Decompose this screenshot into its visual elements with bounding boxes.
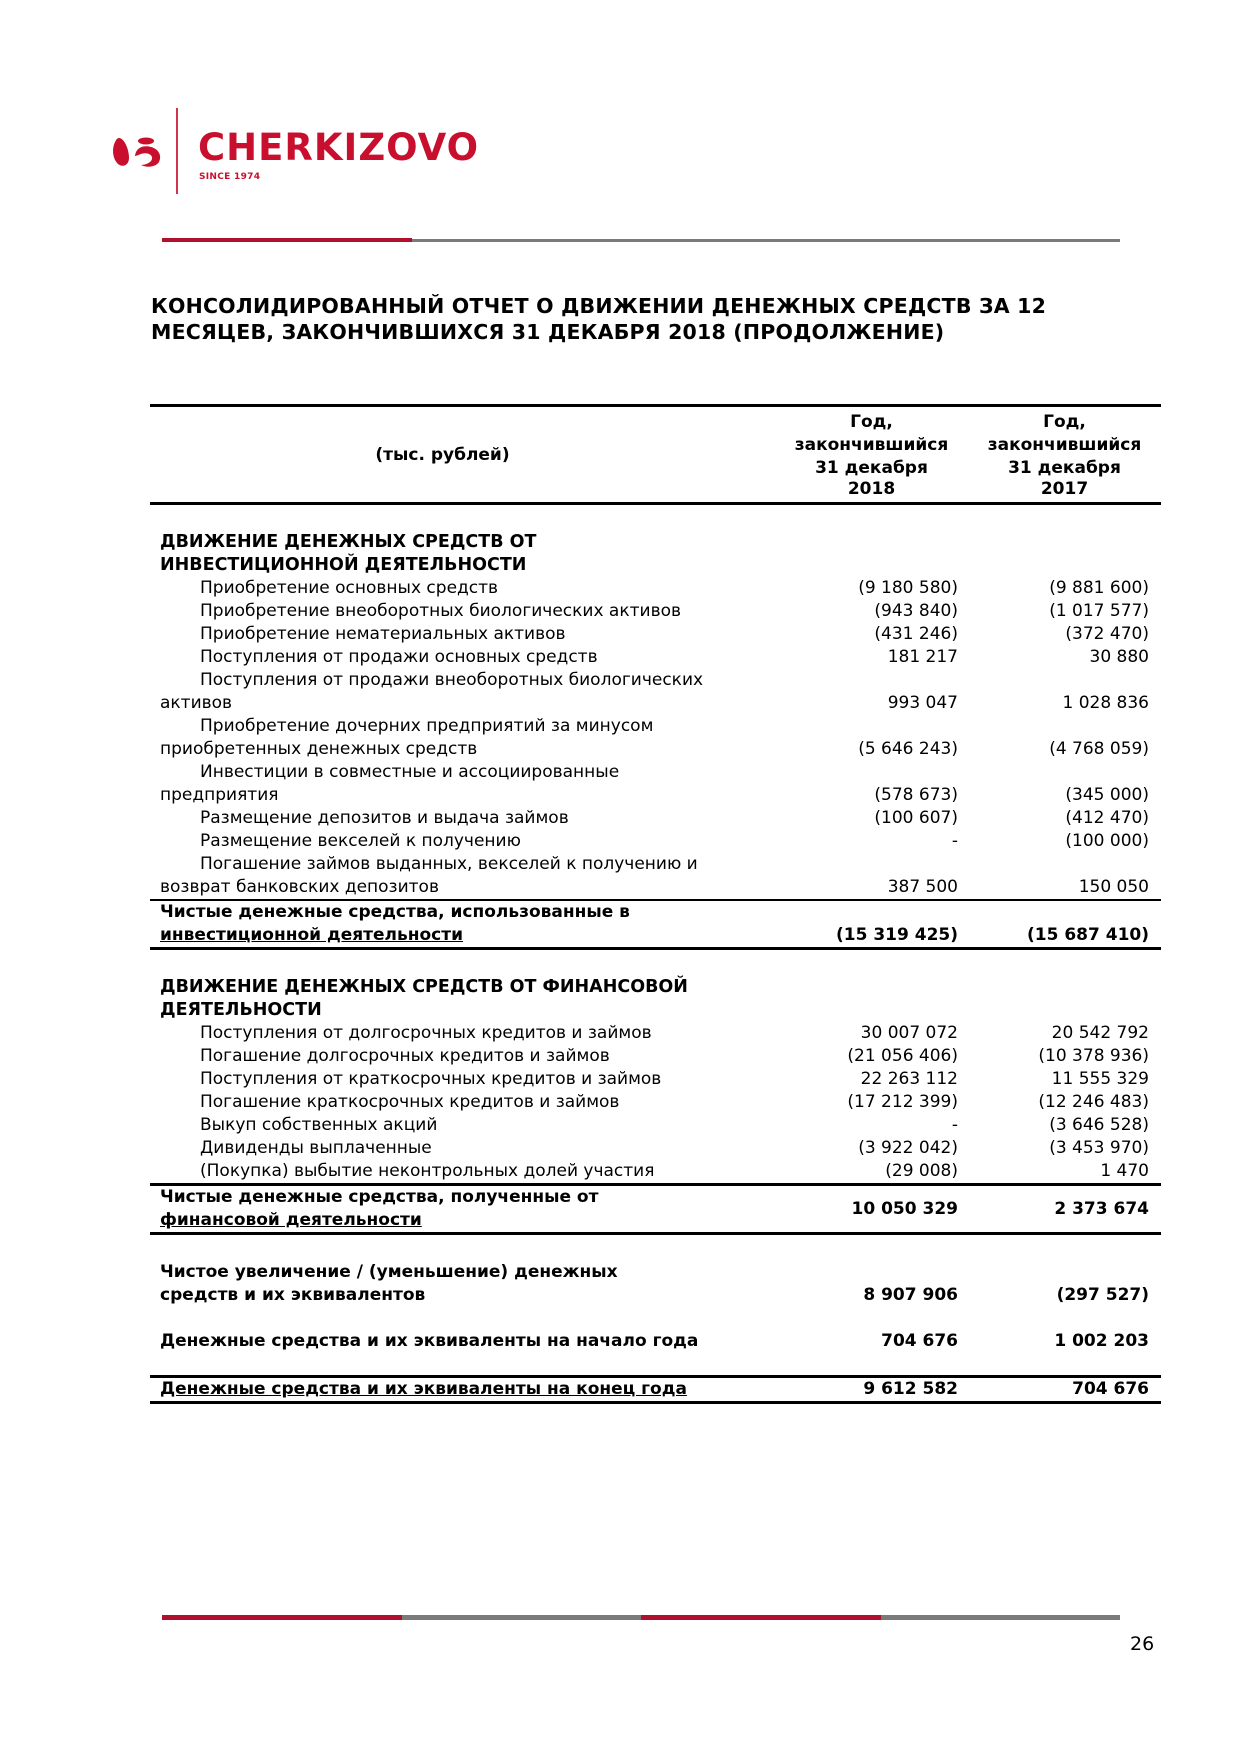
cash-flow-table [150, 404, 1161, 1404]
table-row [150, 715, 1161, 761]
table-row [150, 577, 1161, 600]
row-label-continued: предприятия [160, 785, 279, 805]
value-2018: (29 008) [885, 1161, 958, 1181]
page-title: КОНСОЛИДИРОВАННЫЙ ОТЧЕТ О ДВИЖЕНИИ ДЕНЕЖНЫХ СРЕДСТВ ЗА 12 МЕСЯЦЕВ, ЗАКОНЧИВШИХСЯ 31 ДЕКАБРЯ 2018 (ПРОДОЛЖЕНИЕ) [151, 294, 1047, 344]
value-2018: 181 217 [887, 647, 958, 667]
brand-name: CHERKIZOVO [198, 126, 480, 169]
section-heading-investing: ДВИЖЕНИЕ ДЕНЕЖНЫХ СРЕДСТВ ОТ ИНВЕСТИЦИОННОЙ ДЕЯТЕЛЬНОСТИ [160, 532, 537, 575]
row-label: Приобретение нематериальных активов [200, 624, 566, 644]
value-2017: 1 028 836 [1062, 693, 1149, 713]
row-label: Погашение долгосрочных кредитов и займов [200, 1046, 610, 1066]
table-row [150, 1068, 1161, 1091]
value-2017: (372 470) [1065, 624, 1149, 644]
row-label: Приобретение основных средств [200, 578, 499, 598]
row-label-continued: приобретенных денежных средств [160, 739, 478, 759]
value-2018: (9 180 580) [858, 578, 958, 598]
opening-balance-row: Денежные средства и их эквиваленты на начало года 704 676 1 002 203 [160, 1331, 1149, 1351]
row-label: Погашение краткосрочных кредитов и займов [200, 1092, 620, 1112]
value-2017: (1 017 577) [1049, 601, 1149, 621]
table-row [150, 1022, 1161, 1045]
row-label: Дивиденды выплаченные [200, 1138, 432, 1158]
value-2018: (578 673) [874, 785, 958, 805]
section-heading-financing: ДВИЖЕНИЕ ДЕНЕЖНЫХ СРЕДСТВ ОТ ФИНАНСОВОЙ ДЕЯТЕЛЬНОСТИ [160, 977, 688, 1020]
value-2018: 993 047 [887, 693, 958, 713]
row-label: Инвестиции в совместные и ассоциированные [200, 762, 620, 782]
total-row-investing: Чистые денежные средства, использованные в инвестиционной деятельности (15 319 425) (15 687 410) [160, 902, 1149, 945]
table-header [150, 407, 1161, 502]
column-header-2018: Год, закончившийся 31 декабря 2018 [794, 412, 949, 499]
value-2017: (3 453 970) [1049, 1138, 1149, 1158]
footer-rule [162, 1615, 1120, 1620]
value-2017: 20 542 792 [1051, 1023, 1149, 1043]
closing-balance-row: Денежные средства и их эквиваленты на конец года 9 612 582 704 676 [160, 1379, 1149, 1399]
value-2018: - [951, 1115, 958, 1135]
brand-tagline: SINCE 1974 [199, 172, 261, 182]
table-row [150, 807, 1161, 830]
table-row [150, 761, 1161, 807]
value-2017: (412 470) [1065, 808, 1149, 828]
value-2018: (431 246) [874, 624, 958, 644]
table-row [150, 830, 1161, 853]
page-number: 26 [1130, 1633, 1155, 1655]
row-label: Поступления от продажи основных средств [200, 647, 598, 667]
row-label: Выкуп собственных акций [200, 1115, 438, 1135]
table-row [150, 1114, 1161, 1137]
value-2018: - [951, 831, 958, 851]
row-label: Приобретение дочерних предприятий за минусом [200, 716, 654, 736]
row-label-continued: возврат банковских депозитов [160, 877, 439, 897]
cherkizovo-logo-mark-icon [110, 134, 166, 168]
row-label: Приобретение внеоборотных биологических активов [200, 601, 682, 621]
row-label: Размещение депозитов и выдача займов [200, 808, 569, 828]
table-row [150, 1137, 1161, 1160]
row-label-continued: активов [160, 693, 233, 713]
value-2017: 150 050 [1078, 877, 1149, 897]
row-label: Размещение векселей к получению [200, 831, 521, 851]
table-row [150, 1045, 1161, 1068]
value-2017: 11 555 329 [1051, 1069, 1149, 1089]
value-2017: 1 470 [1100, 1161, 1149, 1181]
row-label: Поступления от краткосрочных кредитов и займов [200, 1069, 662, 1089]
table-row [150, 669, 1161, 715]
value-2017: (345 000) [1065, 785, 1149, 805]
row-label: Поступления от долгосрочных кредитов и займов [200, 1023, 652, 1043]
value-2018: (943 840) [874, 601, 958, 621]
value-2018: (21 056 406) [847, 1046, 958, 1066]
total-row-financing: Чистые денежные средства, полученные от финансовой деятельности 10 050 329 2 373 674 [160, 1187, 1149, 1230]
value-2018: (3 922 042) [858, 1138, 958, 1158]
header-rule [162, 238, 1120, 242]
value-2017: (4 768 059) [1049, 739, 1149, 759]
table-row [150, 1160, 1161, 1183]
table-row [150, 646, 1161, 669]
column-header-2017: Год, закончившийся 31 декабря 2017 [987, 412, 1142, 499]
table-row [150, 623, 1161, 646]
value-2018: (17 212 399) [847, 1092, 958, 1112]
value-2018: 30 007 072 [860, 1023, 958, 1043]
row-label: Поступления от продажи внеоборотных биологических [200, 670, 704, 690]
value-2017: (12 246 483) [1038, 1092, 1149, 1112]
units-label: (тыс. рублей) [375, 444, 510, 465]
table-row [150, 853, 1161, 899]
value-2018: (5 646 243) [858, 739, 958, 759]
value-2017: (100 000) [1065, 831, 1149, 851]
value-2017: (9 881 600) [1049, 578, 1149, 598]
value-2017: (10 378 936) [1038, 1046, 1149, 1066]
logo-divider [176, 108, 178, 194]
table-row [150, 1091, 1161, 1114]
value-2018: 22 263 112 [860, 1069, 958, 1089]
value-2018: (100 607) [874, 808, 958, 828]
value-2018: 387 500 [887, 877, 958, 897]
row-label: (Покупка) выбытие неконтрольных долей участия [200, 1161, 655, 1181]
row-label: Погашение займов выданных, векселей к получению и [200, 854, 698, 874]
net-change-row: Чистое увеличение / (уменьшение) денежных средств и их эквивалентов 8 907 906 (297 527) [160, 1262, 1149, 1305]
value-2017: 30 880 [1089, 647, 1149, 667]
table-row [150, 600, 1161, 623]
value-2017: (3 646 528) [1049, 1115, 1149, 1135]
